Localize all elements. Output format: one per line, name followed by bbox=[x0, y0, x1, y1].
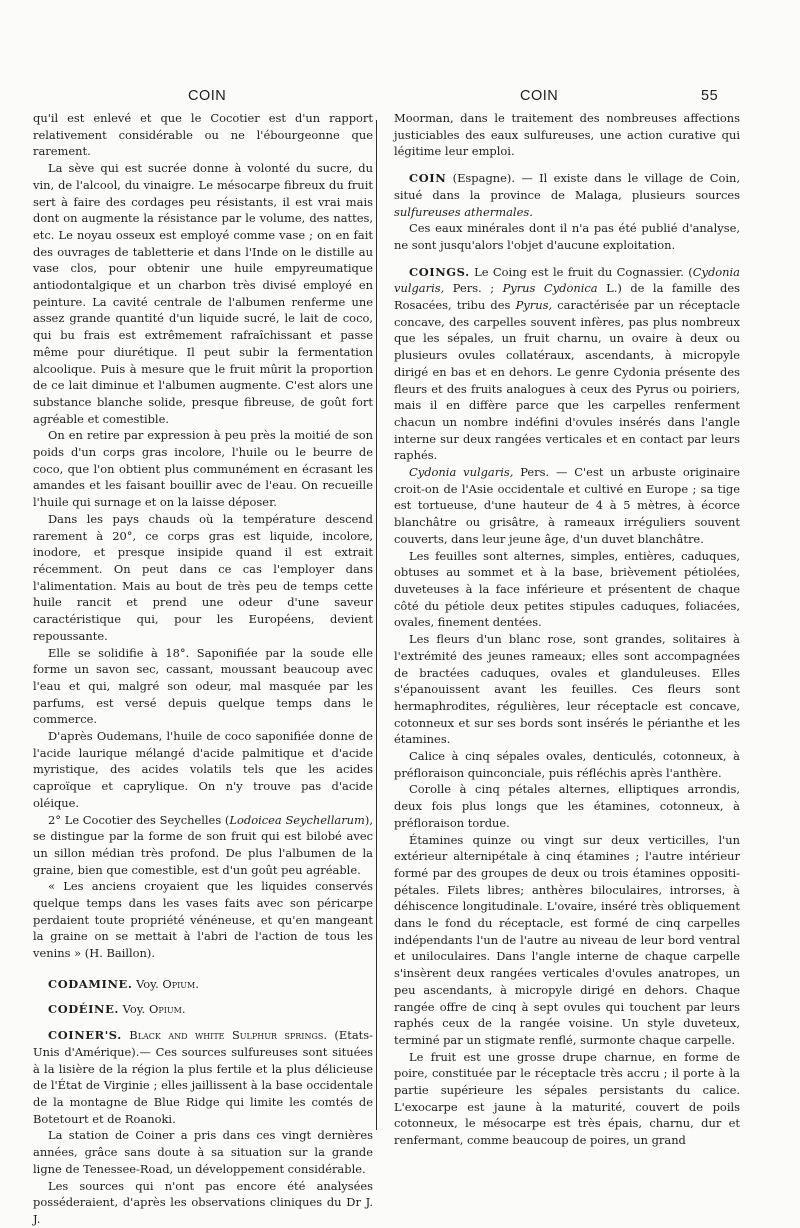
text: Le Coing est le fruit du Cognassier. ( bbox=[469, 264, 693, 279]
paragraph: Corolle à cinq pétales alternes, elliptiques arrondis, deux fois plus longs que les étamines, cotonneux, à préfloraison tordue. bbox=[394, 782, 740, 830]
text: L.) de la famille des Rosacées, tribu des bbox=[394, 281, 740, 313]
species-name: Pyrus, bbox=[515, 298, 553, 313]
text: (Espagne). — Il existe dans le village de Coin, situé dans la province de Malaga, plusieurs sources bbox=[394, 171, 740, 202]
cross-reference: Opium. bbox=[162, 976, 199, 991]
paragraph: Les fleurs d'un blanc rose, sont grandes, solitaires à l'extrémité des jeunes rameaux; elles sont accompagnées de bractées caduques, ovales et glanduleuses. Elles s'épanouissent avant les feuilles. Ces fleurs sont hermaphrodites, régulières, leur réceptacle est concave, cotonneux et sur ses bords sont insérés le périanthe et les étamines. bbox=[394, 632, 740, 747]
headword: CODÉINE. bbox=[48, 1001, 120, 1016]
paragraph: Les feuilles sont alternes, simples, entières, caduques, obtuses au sommet et à la base, brièvement pétiolées, duveteuses à la face inférieure et présentent de chaque côté du pétiole deux petites stipules caduques, foliacées, ovales, finement dentées. bbox=[394, 548, 740, 630]
headword: COINGS. bbox=[409, 264, 470, 279]
column-divider bbox=[376, 120, 377, 1130]
header-left-title: COIN bbox=[188, 88, 227, 104]
text: Pers. ; bbox=[444, 281, 503, 296]
species-name: Lodoicea Seychellarum bbox=[229, 812, 365, 827]
headword: COINER'S. bbox=[48, 1028, 122, 1043]
page-number: 55 bbox=[701, 88, 719, 104]
text: (Etats-Unis d'Amérique).— Ces sources sulfureuses sont situées à la lisière de la région la plus fertile et la plus délicieuse de l'État de Virginie ; elles jaillissent à la base occidentale de la montagne de Blue Ridge qui limite les comtés de Botetourt et de Roanoki. bbox=[33, 1028, 373, 1126]
text: Voy. bbox=[119, 1001, 149, 1016]
paragraph: Étamines quinze ou vingt sur deux verticilles, l'un extérieur alternipétale à cinq étamines ; l'autre intérieur formé par des groupes de deux ou trois étamines oppositi-pétales. Filets libres; anthères biloculaires, introrses, à déhiscence longitudinale. L'ovaire, inséré très obliquement dans le fond du réceptacle, est formé de cinq carpelles indépendants l'un de l'autre au niveau de leur bord ventral et uniloculaires. Dans l'angle interne de chaque carpelle s'insèrent deux rangées verticales d'ovules anatropes, un peu ascendants, à micropyle dirigé en dehors. Chaque rangée offre de cinq à sept ovules qui touchent par leurs raphés ceux de la rangée voisine. Un style duveteux, terminé par un stigmate renflé, surmonte chaque carpelle. bbox=[394, 832, 740, 1047]
paragraph: D'après Oudemans, l'huile de coco saponifiée donne de l'acide laurique mélangé d'acide palmitique et d'acide myristique, des acides volatils tels que les acides caproïque et caprylique. On n'y trouve pas d'acide oléique. bbox=[33, 729, 373, 810]
emphasis: sulfureuses athermales. bbox=[394, 204, 533, 219]
text: Voy. bbox=[132, 976, 163, 991]
text: caractérisée par un réceptacle concave, des carpelles souvent infères, pas plus nombreux que les sépales, un fruit charnu, un ovaire à deux ou plusieurs ovules collatéraux, ascendants, à micropyle dirigé en bas et en dehors. Le genre Cydonia présente des fleurs et des fruits analogues à ceux des Pyrus ou poiriers, mais il en diffère parce que les carpelles renferment chacun un nombre indéfini d'ovules insérés dans l'angle interne sur deux rangées verticales et en contact par leurs raphés. bbox=[394, 298, 740, 463]
paragraph-cydonia bbox=[394, 464, 740, 548]
cross-reference: Opium. bbox=[148, 1001, 186, 1016]
entry-title: Black and white Sulphur springs. bbox=[121, 1028, 327, 1043]
species-name: Pyrus Cydonica bbox=[502, 281, 598, 296]
paragraph: Moorman, dans le traitement des nombreuses affections justiciables des eaux sulfureuses, une action curative qui légitime leur emploi. bbox=[394, 111, 740, 159]
text: Pers. — C'est un arbuste originaire croit-on de l'Asie occidentale et cultivé en Europe ; sa tige est tortueuse, d'une hauteur de 4 à 5 mètres, à écorce blanchâtre ou grisâtre, à rameaux irréguliers souvent couverts, dans leur jeune âge, d'un duvet blanchâtre. bbox=[394, 465, 740, 546]
paragraph: Ces eaux minérales dont il n'a pas été publié d'analyse, ne sont jusqu'alors l'objet d'aucune exploitation. bbox=[394, 221, 740, 252]
header-right-title: COIN bbox=[520, 88, 559, 104]
paragraph: Les sources qui n'ont pas encore été analysées posséderaient, d'après les observations cliniques du Dr J. J. bbox=[33, 1178, 373, 1226]
paragraph-seychelles bbox=[33, 812, 373, 879]
running-header bbox=[0, 84, 800, 108]
species-name: Cydonia vulgaris, bbox=[394, 264, 740, 296]
entry-codeine bbox=[33, 1001, 373, 1018]
text: 2° Le Cocotier des Seychelles ( bbox=[48, 812, 230, 827]
headword: CODAMINE. bbox=[48, 976, 133, 991]
paragraph: Elle se solidifie à 18°. Saponifiée par la soude elle forme un savon sec, cassant, moussant beaucoup avec l'eau et qui, malgré son odeur, mal masquée par les parfums, est versé depuis quelque temps dans le commerce. bbox=[33, 645, 373, 727]
paragraph: Calice à cinq sépales ovales, denticulés, cotonneux, à préfloraison quinconciale, puis réfléchis après l'anthère. bbox=[394, 749, 740, 780]
left-column bbox=[33, 110, 373, 1228]
entry-codamine bbox=[33, 976, 373, 993]
paragraph: Dans les pays chauds où la température descend rarement à 20°, ce corps gras est liquide, incolore, inodore, et presque insipide quand il est extrait récemment. On peut dans ce cas l'employer dans l'alimentation. Mais au bout de très peu de temps cette huile rancit et prend une odeur d'une saveur caractéristique qui, pour les Européens, devient repoussante. bbox=[33, 511, 373, 643]
entry-coings bbox=[394, 264, 740, 464]
paragraph: qu'il est enlevé et que le Cocotier est d'un rapport relativement considérable ou ne l'ébourgeonne que rarement. bbox=[33, 111, 373, 159]
paragraph: La sève qui est sucrée donne à volonté du sucre, du vin, de l'alcool, du vinaigre. Le mésocarpe fibreux du fruit sert à faire des cordages peu résistants, il est vrai mais dont on augmente la résistance par le volume, des nattes, etc. Le noyau osseux est employé comme vase ; on en fait des ouvrages de tabletterie et dans l'Inde on le distille au vase clos, pour obtenir une huile empyreumatique antiodontalgique et un charbon très divisé employé en peinture. La cavité centrale de l'albumen renferme une assez grande quantité d'un liquide sucré, le lait de coco, qui bu frais est extrêmement rafraîchissant et passe même pour diurétique. Il peut subir la fermentation alcoolique. Puis à mesure que le fruit mûrit la proportion de ce lait diminue et l'albumen augmente. C'est alors une substance blanche solide, presque fibreuse, de goût fort agréable et comestible. bbox=[33, 161, 373, 426]
right-column bbox=[394, 110, 740, 1149]
paragraph: On en retire par expression à peu près la moitié de son poids d'un corps gras incolore, l'huile ou le beurre de coco, que l'on obtient plus communément en écrasant les amandes et les faisant bouillir avec de l'eau. On recueille l'huile qui surnage et on la laisse déposer. bbox=[33, 428, 373, 510]
paragraph: Le fruit est une grosse drupe charnue, en forme de poire, constituée par le réceptacle très accru ; il porte à la partie supérieure les sépales persistants du calice. L'exocarpe est jaune à la maturité, couvert de poils cotonneux, le mésocarpe est très épais, charnu, dur et renfermant, comme beaucoup de poires, un grand bbox=[394, 1049, 740, 1148]
species-name: Cydonia vulgaris, bbox=[409, 465, 514, 480]
quotation: « Les anciens croyaient que les liquides conservés quelque temps dans les vases faits avec son péricarpe perdaient toute propriété vénéneuse, et qu'en mangeant la graine on se mettait à l'abri de l'action de tous les venins » (H. Baillon). bbox=[33, 879, 373, 961]
text: ), se distingue par la forme de son fruit qui est bilobé avec un sillon médian très profond. De plus l'albumen de la graine, bien que comestible, est d'un goût peu agréable. bbox=[33, 812, 373, 877]
entry-coin bbox=[394, 170, 740, 220]
paragraph: La station de Coiner a pris dans ces vingt dernières années, grâce sans doute à sa situation sur la grande ligne de Tenessee-Road, un développement considérable. bbox=[33, 1128, 373, 1176]
headword: COIN bbox=[409, 171, 447, 186]
entry-coiners bbox=[33, 1027, 373, 1127]
